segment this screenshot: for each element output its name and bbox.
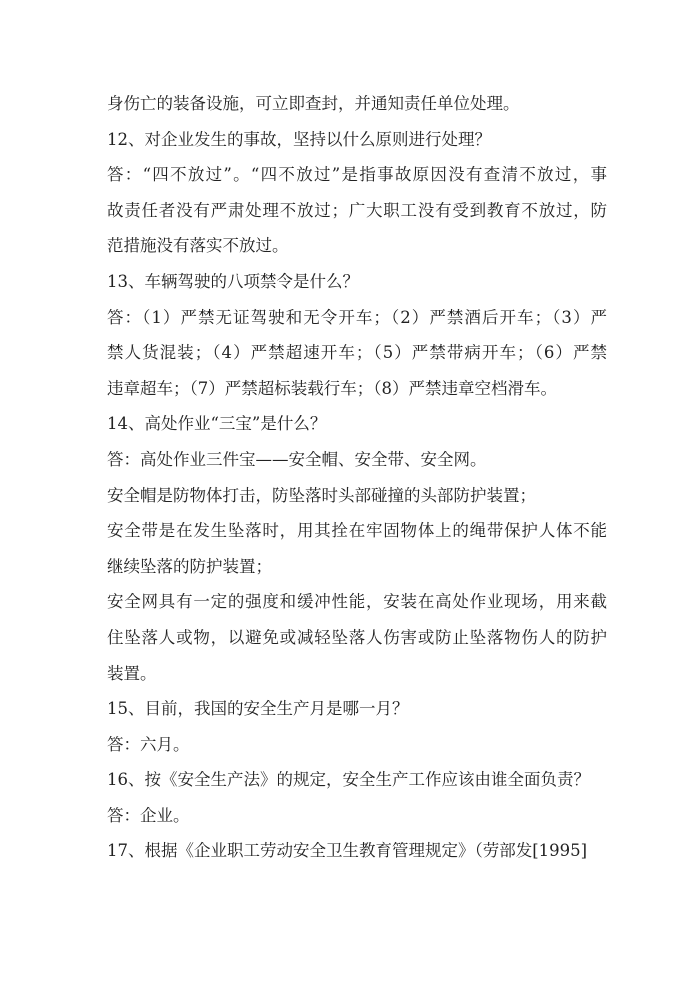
answer-14-belt-line-2: 继续坠落的防护装置；: [107, 556, 272, 576]
answer-13-line-1: 答：（1）严禁无证驾驶和无令开车；（2）严禁酒后开车；（3）严: [107, 307, 607, 327]
question-17: 17、根据《企业职工劳动安全卫生教育管理规定》（劳部发[1995]: [107, 841, 588, 861]
answer-14-net-line-2: 住坠落人或物，以避免或减轻坠落人伤害或防止坠落物伤人的防护: [107, 627, 607, 647]
answer-14-line-1: 答：高处作业三件宝——安全帽、安全带、安全网。: [107, 449, 487, 469]
question-13: 13、车辆驾驶的八项禁令是什么？: [107, 271, 359, 291]
answer-14-helmet: 安全帽是防物体打击，防坠落时头部碰撞的头部防护装置；: [107, 485, 536, 505]
question-14: 14、高处作业“三宝”是什么？: [107, 414, 327, 434]
question-15: 15、目前，我国的安全生产月是哪一月？: [107, 699, 409, 719]
question-12: 12、对企业发生的事故，坚持以什么原则进行处理？: [107, 129, 491, 149]
answer-12-line-2: 故责任者没有严肃处理不放过；广大职工没有受到教育不放过，防: [107, 200, 607, 220]
answer-14-net-line-3: 装置。: [107, 663, 157, 683]
answer-15: 答：六月。: [107, 734, 190, 754]
question-16: 16、按《安全生产法》的规定，安全生产工作应该由谁全面负责？: [107, 770, 590, 790]
answer-14-belt-line-1: 安全带是在发生坠落时，用其拴在牢固物体上的绳带保护人体不能: [107, 521, 607, 541]
answer-12-line-3: 范措施没有落实不放过。: [107, 236, 289, 256]
answer-16: 答：企业。: [107, 805, 190, 825]
text-line: 身伤亡的装备设施，可立即查封，并通知责任单位处理。: [107, 94, 520, 113]
document-page: [107, 86, 607, 869]
answer-13-line-2: 禁人货混装；（4）严禁超速开车；（5）严禁带病开车；（6）严禁: [107, 343, 607, 363]
answer-13-line-3: 违章超车；（7）严禁超标装载行车；（8）严禁违章空档滑车。: [107, 378, 557, 398]
answer-14-net-line-1: 安全网具有一定的强度和缓冲性能，安装在高处作业现场，用来截: [107, 592, 607, 612]
answer-12-line-1: 答：“四不放过”。“四不放过”是指事故原因没有查清不放过，事: [107, 165, 607, 185]
